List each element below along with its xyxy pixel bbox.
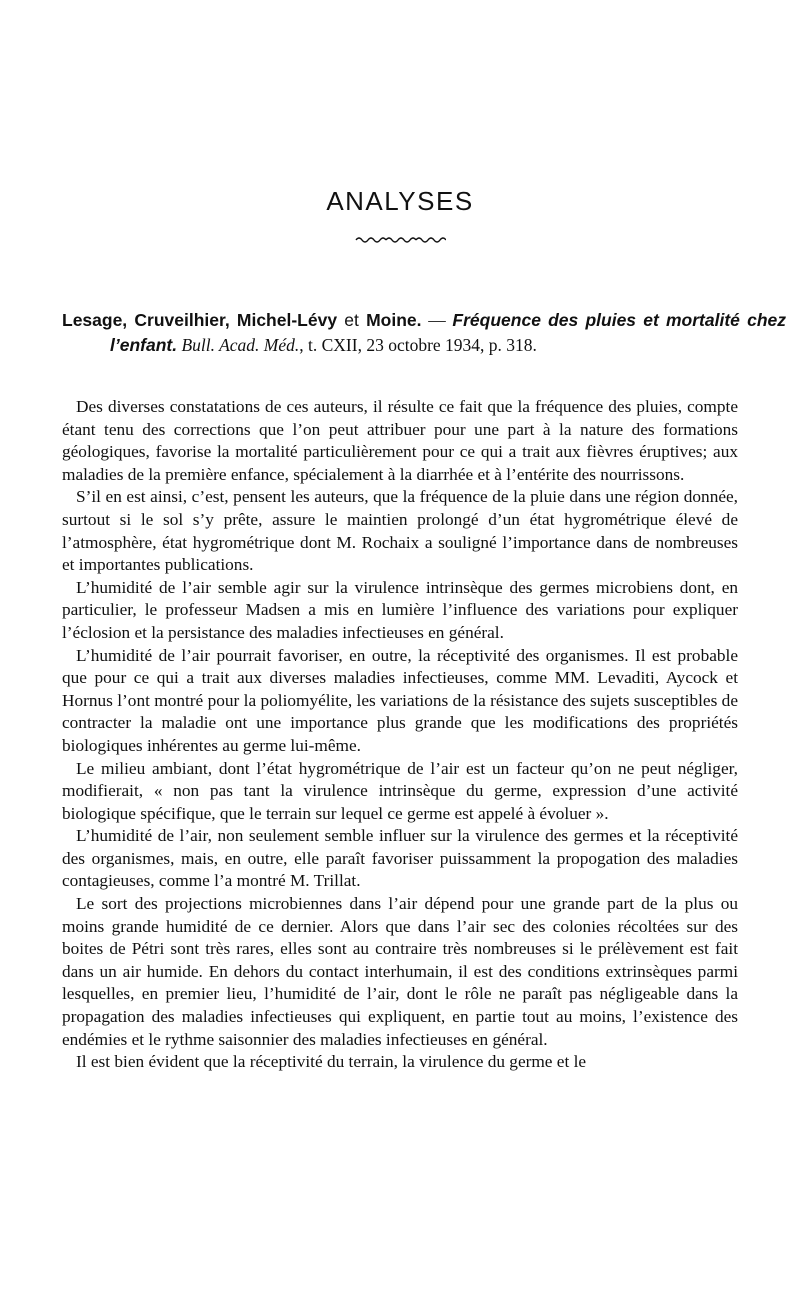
reference-article-title: Fréquence des pluies et mortalité chez l’enfant. [110,310,787,355]
paragraph: Il est bien évident que la réceptivité du terrain, la virulence du germe et le [76,1052,587,1072]
reference-last-author: Moine. [366,310,422,330]
paragraph: Le milieu ambiant, dont l’état hygrométrique de l’air est un facteur qu’on ne peut négliger, modifierait, « non pas tant la virulence intrinsèque du germe, expression d’une activité biologique spécifique, que le terrain sur lequel ce germe est appelé à évoluer ». [62,758,738,823]
reference-authors: Lesage, Cruveilhier, Michel-Lévy [62,310,338,330]
reference-details: , t. CXII, 23 octobre 1934, p. 318. [299,335,537,355]
paragraph: L’humidité de l’air pourrait favoriser, en outre, la réceptivité des organismes. Il est probable que pour ce qui a trait aux diverses maladies infectieuses, comme MM. Levaditi, Aycock et Hornus l’ont montré pour la poliomyélite, les variations de la résistance des sujets susceptibles de contracter la maladie ont une importance plus grande que les modifications des propriétés biologiques inhérentes au germe lui-même. [62,645,738,755]
section-title: ANALYSES [326,186,474,216]
paragraph: L’humidité de l’air semble agir sur la virulence intrinsèque des germes microbiens dont, en particulier, le professeur Madsen a mis en lumière l’influence des variations pour expliquer l’éclosion et la persistance des maladies infectieuses en général. [62,577,738,642]
paragraph: L’humidité de l’air, non seulement semble influer sur la virulence des germes et la réceptivité des organismes, mais, en outre, elle paraît favoriser puissamment la propogation des maladies contagieuses, comme l’a montré M. Trillat. [62,826,738,891]
paragraph: S’il en est ainsi, c’est, pensent les auteurs, que la fréquence de la pluie dans une région donnée, surtout si le sol s’y prête, assure le maintien prolongé d’un état hygrométrique élevé de l’atmosphère, état hygrométrique dont M. Rochaix a souligné l’importance dans de nombreuses et importantes publications. [62,487,738,575]
reference-journal: Bull. Acad. Méd. [177,335,300,355]
reference-dash: — [421,310,453,330]
abstract-body [62,396,738,1074]
paragraph: Le sort des projections microbiennes dans l’air dépend pour une grande part de la plus ou moins grande humidité de ce dernier. Alors que dans l’air sec des colonies récoltées sur des boites de Pétri sont très rares, elles sont au contraire très nombreuses si le prélèvement est fait dans un air humide. En dehors du contact interhumain, il est des conditions extrinsèques parmi lesquelles, en premier lieu, l’humidité de l’air, dont le rôle ne paraît pas négligeable dans la propagation des maladies infectieuses qui expliquent, en partie tout au moins, l’existence des endémies et le rythme saisonnier des maladies infectieuses en général. [62,894,738,1049]
bibliographic-reference [62,308,786,358]
title-ornament [354,234,446,244]
reference-conjunction: et [337,310,367,330]
paragraph: Des diverses constatations de ces auteurs, il résulte ce fait que la fréquence des pluies, compte étant tenu des corrections que l’on peut attribuer pour une part à la nature des formations géologiques, favorise la mortalité particulièrement pour ce qui a trait aux fièvres éruptives; aux maladies de la première enfance, spécialement à la diarrhée et à l’entérite des nourrissons. [62,397,738,484]
